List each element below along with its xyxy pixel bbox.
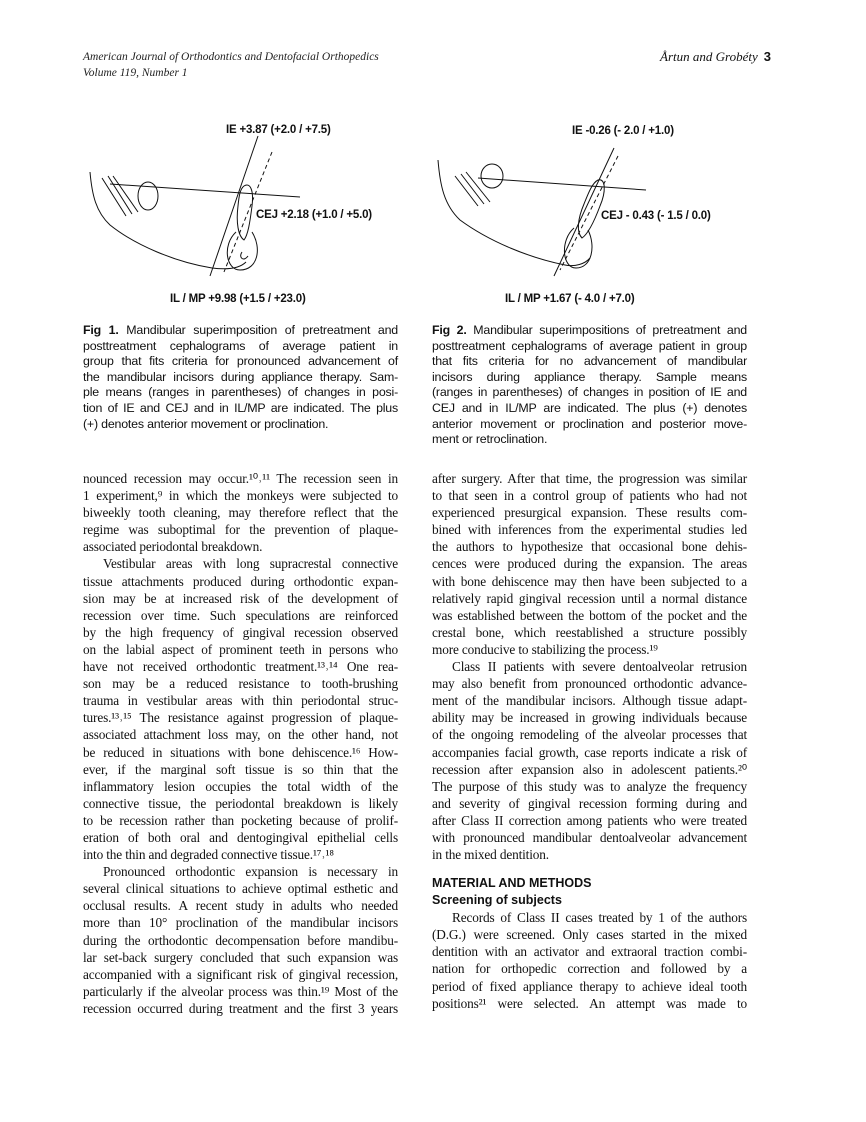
- text-line: on the labial aspect of prominent teeth in persons who: [83, 641, 398, 657]
- text-line: in the mixed dentition.: [432, 847, 549, 863]
- text-line: ment of the mandibular incisors. Although tissue adapt-: [432, 693, 747, 709]
- ramus-line: [455, 172, 490, 206]
- figure-2-caption: [432, 323, 747, 448]
- text-line: particularly if the alveolar process was thin.¹⁹ Most of the: [83, 983, 398, 999]
- text-line: regime was suboptimal for the prevention of plaque-: [83, 522, 398, 538]
- caption-line: posttreatment cephalograms of average patient in: [83, 338, 398, 353]
- text-line: relatively rapid gingival recession until a normal distance: [432, 590, 747, 606]
- paragraph: [432, 909, 747, 1012]
- text-line: inflammatory lesion occupies the total width of the: [83, 778, 398, 794]
- text-line: during the orthodontic decompensation before mandibu-: [83, 932, 398, 948]
- text-line: positions²¹ were selected. An attempt was made to: [432, 995, 747, 1011]
- text-line: several clinical situations to achieve optimal esthetic and: [83, 881, 398, 897]
- fig1-cej-label: CEJ +2.18 (+1.0 / +5.0): [256, 209, 372, 221]
- text-line: recession after expansion also in adolescent patients.²⁰: [432, 761, 747, 777]
- text-line: associated periodontal breakdown.: [83, 539, 263, 555]
- paragraph: [83, 863, 398, 1017]
- text-line: with bone dehiscence may then have been subjected to a: [432, 573, 747, 589]
- text-line: The purpose of this study was to analyze the frequency: [432, 778, 747, 794]
- right-text-column: [432, 470, 747, 1012]
- caption-line: ment or retroclination.: [432, 432, 548, 447]
- text-line: to that seen in a control group of patients who had not: [432, 488, 747, 504]
- mandible-outline: [438, 160, 590, 266]
- text-line: associated attachment loss may, on the other hand, not: [83, 727, 398, 743]
- text-line: trauma in vestibular areas with thin periodontal struc-: [83, 693, 398, 709]
- text-line: Vestibular areas with long supracrestal connective: [103, 556, 398, 572]
- text-line: more conducive to stabilizing the process.¹⁹: [432, 641, 658, 657]
- text-line: to be recession rather than pocketing because of prolif-: [83, 812, 398, 828]
- text-line: accompanied with a significant risk of gingival recession,: [83, 966, 398, 982]
- text-line: have not received orthodontic treatment.¹³˒¹⁴ One rea-: [83, 659, 398, 675]
- text-line: connective tissue, the periodontal breakdown is likely: [83, 795, 398, 811]
- figure-label: Fig 2.: [432, 323, 467, 337]
- text-line: into the thin and degraded connective tissue.¹⁷˒¹⁸: [83, 847, 334, 863]
- author-names: Årtun and Grobéty: [660, 49, 758, 64]
- journal-volume: Volume 119, Number 1: [83, 67, 188, 79]
- text-line: experienced presurgical expansion. These results com-: [432, 505, 747, 521]
- paragraph: [432, 470, 747, 658]
- left-text-column: [83, 470, 398, 1017]
- figure-label: Fig 1.: [83, 323, 119, 337]
- caption-line: CEJ and in IL/MP are indicated. The plus (+) denotes: [432, 400, 747, 415]
- text-line: accompanies facial growth, case reports indicate a risk of: [432, 744, 747, 760]
- page-number: 3: [763, 49, 771, 64]
- caption-line: anterior movement or proclination and posterior move-: [432, 416, 747, 431]
- text-line: Pronounced orthodontic expansion is necessary in: [103, 864, 398, 880]
- paragraph: [432, 658, 747, 863]
- text-line: lar set-back surgery concluded that such expansion was: [83, 949, 398, 965]
- text-line: was established between the bottom of the pocket and the: [432, 607, 747, 623]
- figure-1-caption: [83, 323, 398, 432]
- paragraph: [83, 555, 398, 863]
- fig2-ilmp-label: IL / MP +1.67 (- 4.0 / +7.0): [505, 293, 635, 305]
- fig2-cej-label: CEJ - 0.43 (- 1.5 / 0.0): [601, 210, 711, 222]
- text-line: after Class II correction among patients who were treated: [432, 812, 747, 828]
- text-line: tissue attachments produced during orthodontic expan-: [83, 573, 398, 589]
- caption-line: (ranges in parentheses) of changes in position of IE and: [432, 385, 747, 400]
- text-line: son may be a reduced resistance to tooth-brushing: [83, 676, 398, 692]
- text-line: ability may be increased in growing individuals because: [432, 710, 747, 726]
- text-line: Class II patients with severe dentoalveolar retrusion: [452, 659, 747, 675]
- text-line: Records of Class II cases treated by 1 of the authors: [452, 910, 747, 926]
- journal-title: American Journal of Orthodontics and Dentofacial Orthopedics: [83, 51, 379, 63]
- text-line: by the high frequency of gingival recession observed: [83, 624, 398, 640]
- text-line: be reduced in situations with bone dehiscence.¹⁶ How-: [83, 744, 398, 760]
- caption-line: ple means (ranges in parentheses) of changes in posi-: [83, 385, 398, 400]
- caption-line: that fits criteria for no advancement of mandibular: [432, 354, 747, 369]
- text-line: may also benefit from pronounced orthodontic advance-: [432, 676, 747, 692]
- text-line: with pronounced mandibular dentoalveolar advancement: [432, 829, 747, 845]
- caption-text: Mandibular superimpositions of pretreatment and: [466, 323, 748, 337]
- text-line: of the ongoing remodeling of the alveolar processes that: [432, 727, 747, 743]
- text-line: after surgery. After that time, the progression was similar: [432, 471, 747, 486]
- paragraph-gap: [432, 863, 747, 875]
- text-line: dentition with an activator and extraoral traction combi-: [432, 944, 747, 960]
- caption-line: [432, 323, 747, 339]
- text-line: tures.¹³˒¹⁵ The resistance against progression of plaque-: [83, 710, 398, 726]
- figure-2-cephalogram: [0, 0, 866, 320]
- text-line: bined with inferences from the experimental studies led: [432, 522, 747, 538]
- text-line: the authors to hypothesize that occasional bone dehis-: [432, 539, 747, 555]
- caption-line: the mandibular incisors during appliance therapy. Sam-: [83, 369, 398, 384]
- text-line: occlusal results. A recent study in adults who needed: [83, 898, 398, 914]
- caption-line: posttreatment cephalograms of average patient in group: [432, 338, 747, 353]
- text-line: recession occurred during treatment and the first 3 years: [83, 1000, 398, 1016]
- paragraph: [83, 470, 398, 555]
- caption-line: group that fits criteria for pronounced advancement of: [83, 354, 398, 369]
- text-line: nation for orthopedic correction and followed by a: [432, 961, 747, 977]
- text-line: eration of both oral and dentogingival epithelial cells: [83, 829, 398, 845]
- reference-line: [478, 178, 646, 190]
- text-line: (D.G.) were screened. Only cases started in the mixed: [432, 927, 747, 943]
- caption-line: (+) denotes anterior movement or proclination.: [83, 416, 329, 431]
- text-line: biweekly tooth cleaning, may therefore reflect that the: [83, 505, 398, 521]
- fig1-ie-label: IE +3.87 (+2.0 / +7.5): [226, 124, 331, 136]
- text-line: period of fixed appliance therapy to achieve ideal tooth: [432, 978, 747, 994]
- caption-line: tion of IE and CEJ and in IL/MP are indicated. The plus: [83, 400, 398, 415]
- caption-line: incisors during appliance therapy. Sample means: [432, 369, 747, 384]
- text-line: more than 10° proclination of the mandibular incisors: [83, 915, 398, 931]
- text-line: ever, if the marginal soft tissue is so thin that the: [83, 761, 398, 777]
- text-line: recession over time. Such speculations are reinforced: [83, 607, 398, 623]
- text-line: cences were produced during the expansion. The areas: [432, 556, 747, 572]
- section-heading: MATERIAL AND METHODS: [432, 876, 592, 891]
- text-line: and severity of gingival recession forming during and: [432, 795, 747, 811]
- fig1-ilmp-label: IL / MP +9.98 (+1.5 / +23.0): [170, 293, 306, 305]
- text-line: 1 experiment,⁹ in which the monkeys were subjected to: [83, 488, 398, 504]
- fig2-ie-label: IE -0.26 (- 2.0 / +1.0): [572, 125, 674, 137]
- caption-text: Mandibular superimposition of pretreatment and: [118, 323, 398, 337]
- caption-line: [83, 323, 398, 339]
- section-heading: Screening of subjects: [432, 893, 562, 908]
- text-line: sion may be at increased risk of the development of: [83, 590, 398, 606]
- text-line: crestal bone, which reestablished a structure possibly: [432, 624, 747, 640]
- condyle-ellipse: [481, 164, 503, 188]
- text-line: nounced recession may occur.¹⁰˒¹¹ The recession seen in: [83, 471, 398, 486]
